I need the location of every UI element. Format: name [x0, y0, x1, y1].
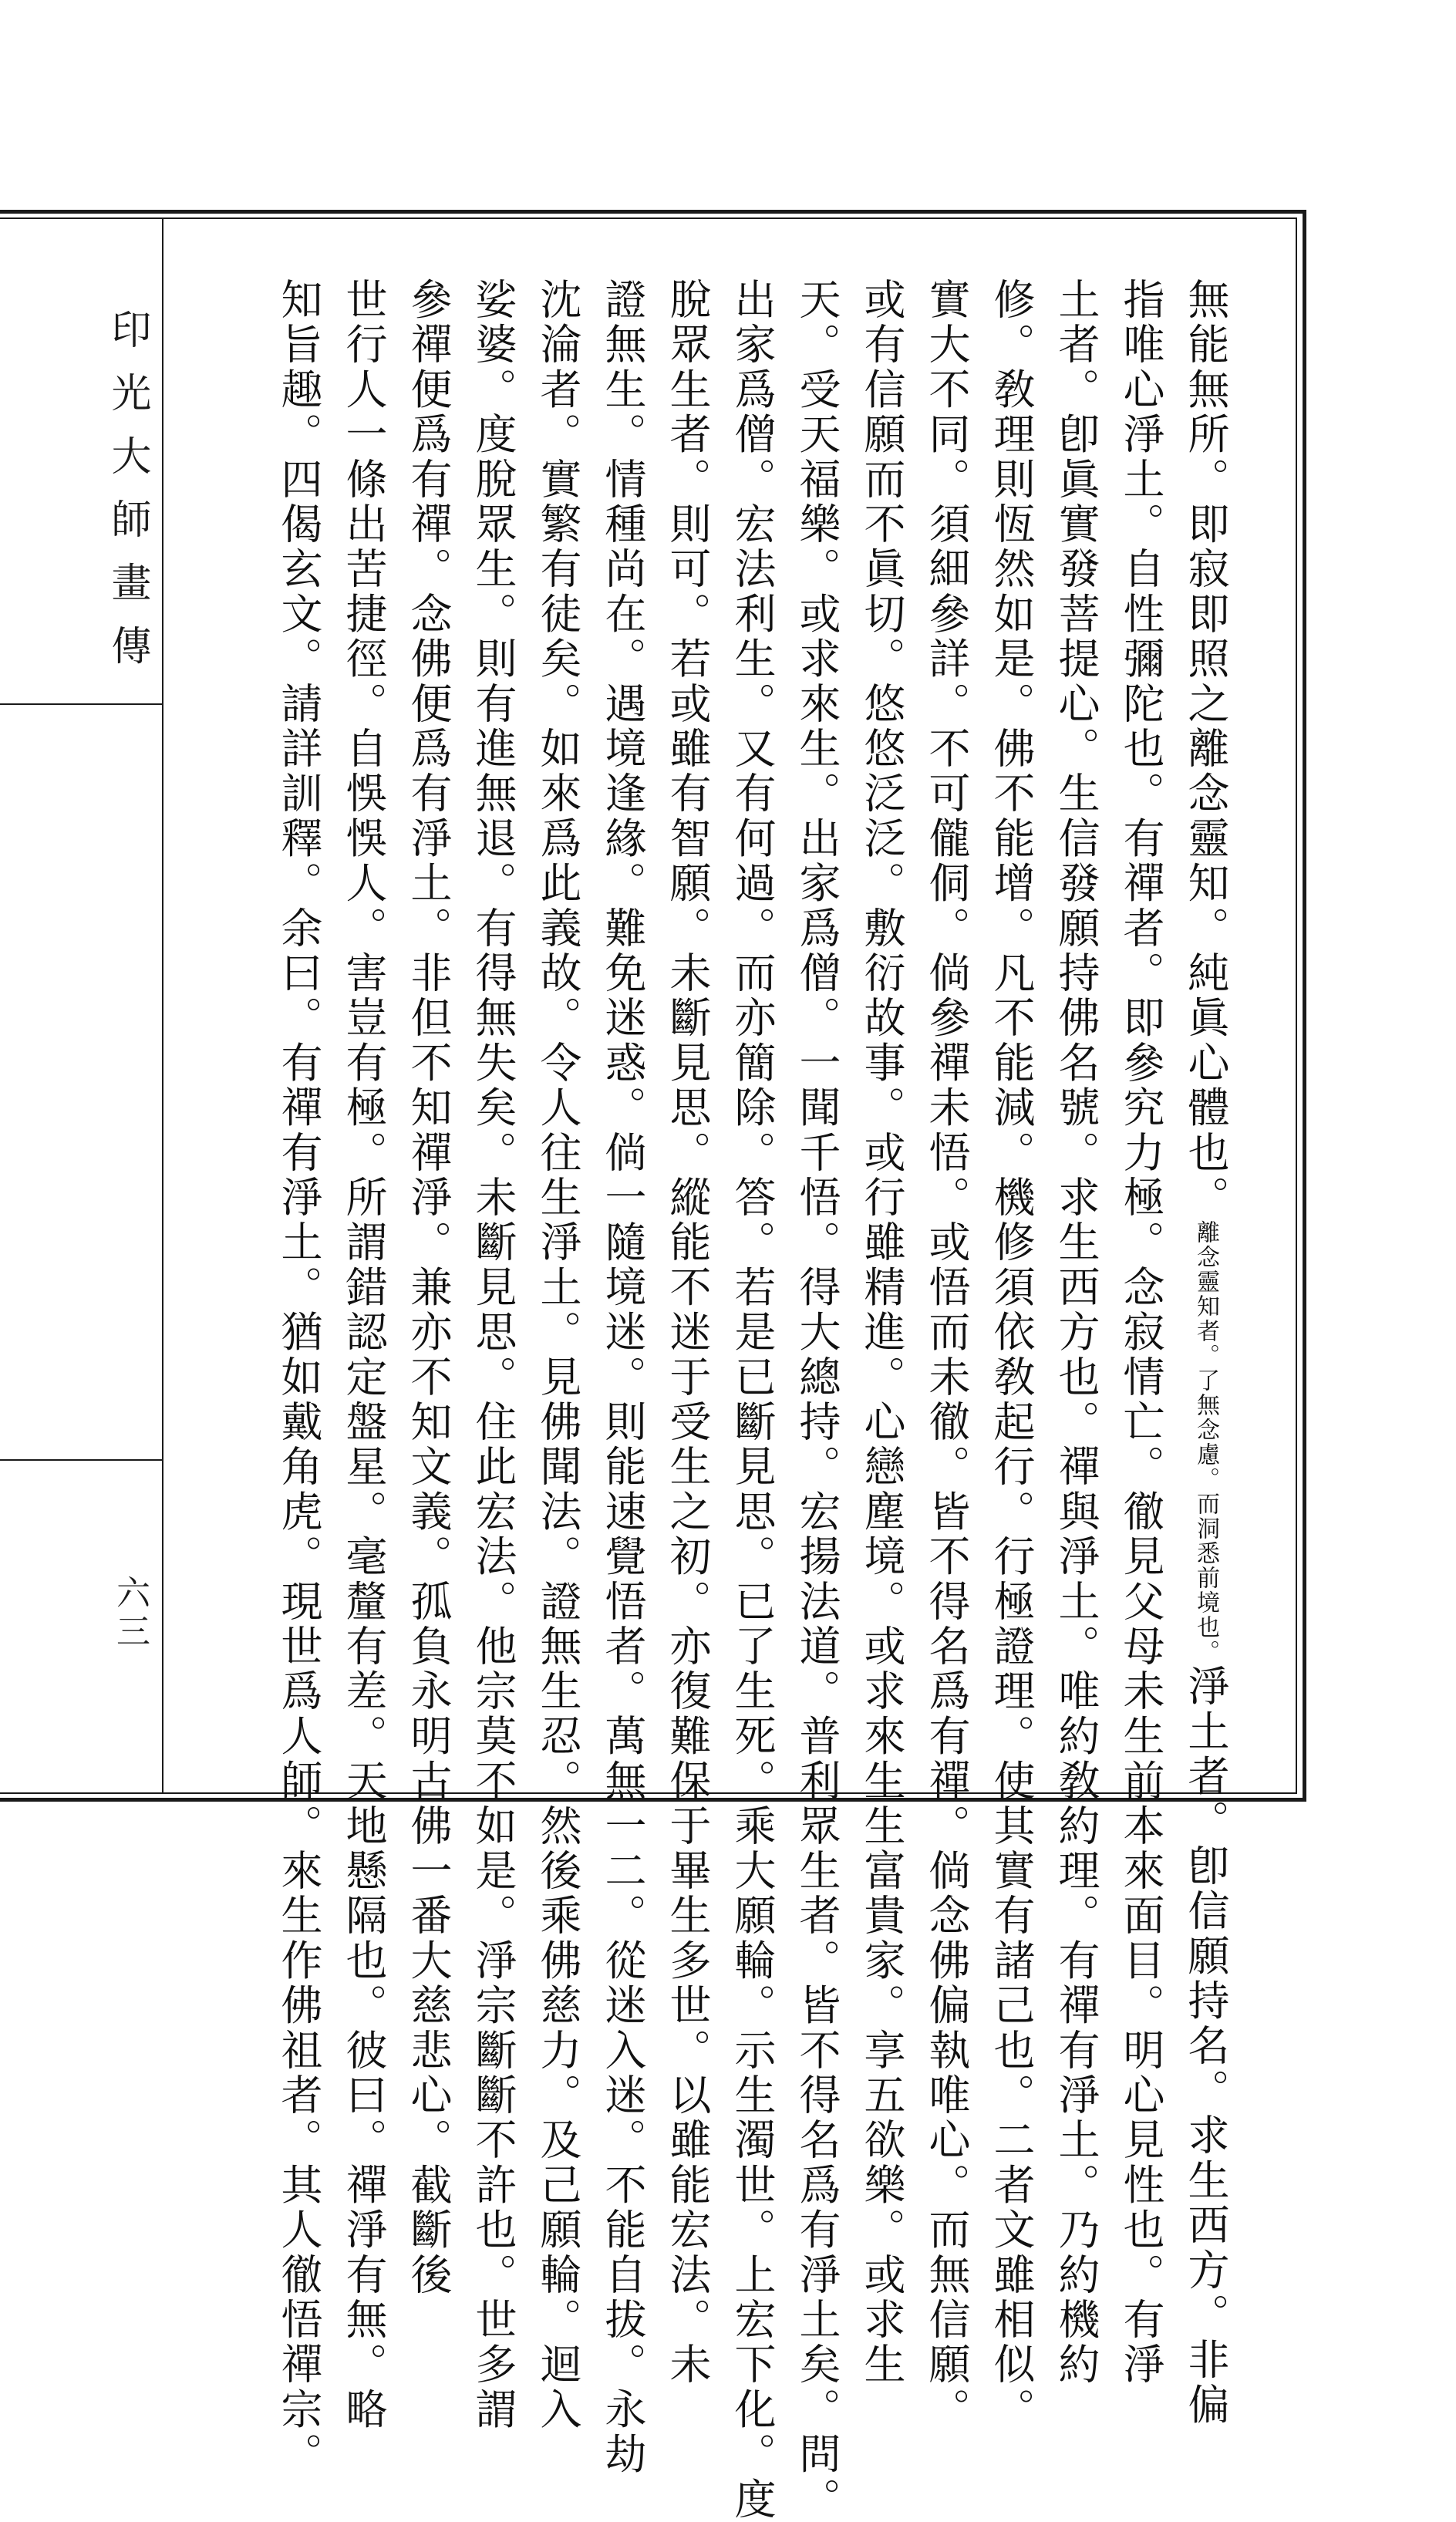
- text-column-13: 參禪便爲有禪。念佛便爲有淨土。非但不知禪淨。兼亦不知文義。孤負永明古佛一番大慈悲心。截斷後: [404, 278, 453, 2298]
- column-1-main: 無能無所。即寂即照之離念靈知。純眞心體也。: [1181, 278, 1230, 1221]
- text-column-5: 實大不同。須細參詳。不可儱侗。倘參禪未悟。或悟而未徹。皆不得名爲有禪。倘念佛偏執唯心。而無信願。: [922, 278, 971, 2433]
- text-column-1: [1173, 278, 1238, 2428]
- column-1-tail: 淨土者。卽信願持名。求生西方。非偏: [1181, 1664, 1230, 2428]
- text-column-7: 天。受天福樂。或求來生。出家爲僧。一聞千悟。得大總持。宏揚法道。普利眾生者。皆不得名爲有淨土矣。問。: [793, 278, 841, 2522]
- page-number: 六三: [110, 1575, 150, 1652]
- margin-divider-bottom: [0, 1459, 163, 1461]
- margin-divider-top: [0, 703, 163, 705]
- text-column-10: 證無生。情種尚在。遇境逢緣。難免迷惑。倘一隨境迷。則能速覺悟者。萬無一二。從迷入迷。不能自拔。永劫: [598, 278, 647, 2477]
- text-column-11: 沈淪者。實繁有徒矣。如來爲此義故。令人往生淨土。見佛聞法。證無生忍。然後乘佛慈力。及己願輪。迴入: [534, 278, 582, 2433]
- text-column-14: 世行人一條出苦捷徑。自悞悞人。害豈有極。所謂錯認定盤星。毫釐有差。天地懸隔也。彼曰。禪淨有無。略: [339, 278, 388, 2433]
- book-title: 印光大師畫傳: [104, 309, 150, 688]
- text-column-9: 脫眾生者。則可。若或雖有智願。未斷見思。縱能不迷于受生之初。亦復難保于畢生多世。以雖能宏法。未: [663, 278, 712, 2388]
- text-column-2: 指唯心淨土。自性彌陀也。有禪者。即參究力極。念寂情亡。徹見父母未生前本來面目。明心見性也。有淨: [1117, 278, 1165, 2388]
- text-column-6: 或有信願而不眞切。悠悠泛泛。敷衍故事。或行雖精進。心戀塵境。或求來生生富貴家。享五欲樂。或求生: [858, 278, 906, 2388]
- text-column-12: 娑婆。度脫眾生。則有進無退。有得無失矣。未斷見思。住此宏法。他宗莫不如是。淨宗斷斷不許也。世多謂: [469, 278, 517, 2433]
- text-column-15: 知旨趣。四偈玄文。請詳訓釋。余曰。有禪有淨土。猶如戴角虎。現世爲人師。來生作佛祖者。其人徹悟禪宗。: [275, 278, 323, 2477]
- main-text: [220, 278, 1238, 2522]
- text-column-8: 出家爲僧。宏法利生。又有何過。而亦簡除。答。若是已斷見思。已了生死。乘大願輪。示生濁世。上宏下化。度: [728, 278, 777, 2522]
- text-column-3: 土者。卽眞實發菩提心。生信發願持佛名號。求生西方也。禪與淨土。唯約敎約理。有禪有淨土。乃約機約: [1052, 278, 1100, 2388]
- interlinear-note: 離念靈知者。了無念慮。而洞悉前境也。: [1192, 1220, 1219, 1665]
- text-column-4: 修。敎理則恆然如是。佛不能增。凡不能減。機修須依敎起行。行極證理。使其實有諸己也。二者文雖相似。: [987, 278, 1036, 2433]
